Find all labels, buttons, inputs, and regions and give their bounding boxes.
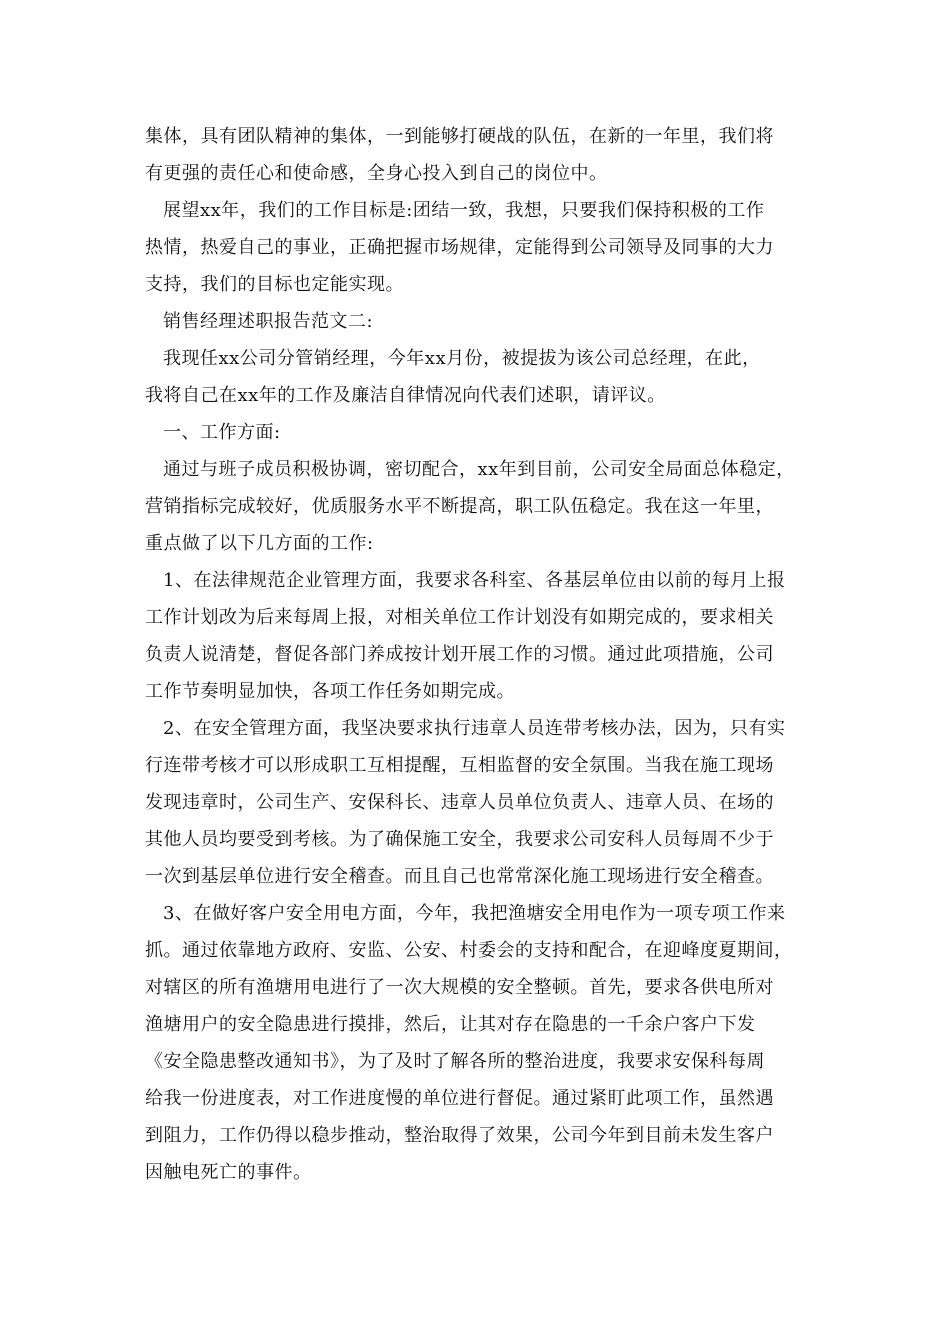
text-line: 行连带考核才可以形成职工互相提醒，互相监督的安全氛围。当我在施工现场 <box>145 755 774 776</box>
text-line: 一次到基层单位进行安全稽查。而且自己也常常深化施工现场进行安全稽查。 <box>145 866 774 887</box>
text-line: 其他人员均要受到考核。为了确保施工安全，我要求公司安科人员每周不少于 <box>145 829 774 850</box>
text-line: 我现任xx公司分管销经理，今年xx月份，被提拔为该公司总经理，在此， <box>163 348 761 369</box>
text-line: 工作计划改为后来每周上报，对相关单位工作计划没有如期完成的，要求相关 <box>145 607 774 628</box>
text-line: 抓。通过依靠地方政府、安监、公安、村委会的支持和配合，在迎峰度夏期间， <box>145 940 793 961</box>
document-body <box>145 118 825 1191</box>
text-line: 到阻力，工作仍得以稳步推动，整治取得了效果，公司今年到目前未发生客户 <box>145 1125 774 1146</box>
text-line: 营销指标完成较好，优质服务水平不断提高，职工队伍稳定。我在这一年里， <box>145 496 774 517</box>
text-line: 发现违章时，公司生产、安保科长、违章人员单位负责人、违章人员、在场的 <box>145 792 774 813</box>
text-line: 展望xx年，我们的工作目标是:团结一致，我想，只要我们保持积极的工作 <box>163 200 765 221</box>
text-line: 对辖区的所有渔塘用电进行了一次大规模的安全整顿。首先，要求各供电所对 <box>145 977 774 998</box>
text-line: 《安全隐患整改通知书》，为了及时了解各所的整治进度，我要求安保科每周 <box>145 1051 765 1072</box>
text-line: 重点做了以下几方面的工作: <box>145 533 374 554</box>
text-line: 给我一份进度表，对工作进度慢的单位进行督促。通过紧盯此项工作，虽然遇 <box>145 1088 774 1109</box>
text-line: 渔塘用户的安全隐患进行摸排，然后，让其对存在隐患的一千余户客户下发 <box>145 1014 756 1035</box>
text-line: 负责人说清楚，督促各部门养成按计划开展工作的习惯。通过此项措施，公司 <box>145 644 774 665</box>
text-line: 一、工作方面: <box>163 422 281 443</box>
text-line: 工作节奏明显加快，各项工作任务如期完成。 <box>145 681 515 702</box>
text-line: 集体，具有团队精神的集体，一到能够打硬战的队伍，在新的一年里，我们将 <box>145 126 774 147</box>
text-line: 1、在法律规范企业管理方面，我要求各科室、各基层单位由以前的每月上报 <box>163 570 786 591</box>
text-line: 3、在做好客户安全用电方面，今年，我把渔塘安全用电作为一项专项工作来 <box>163 903 786 924</box>
text-line: 通过与班子成员积极协调，密切配合，xx年到目前，公司安全局面总体稳定， <box>163 459 795 480</box>
text-line: 2、在安全管理方面，我坚决要求执行违章人员连带考核办法，因为，只有实 <box>163 718 786 739</box>
text-line: 因触电死亡的事件。 <box>145 1162 312 1183</box>
text-line: 热情，热爱自己的事业，正确把握市场规律，定能得到公司领导及同事的大力 <box>145 237 774 258</box>
text-line: 支持，我们的目标也定能实现。 <box>145 274 404 295</box>
text-line: 有更强的责任心和使命感，全身心投入到自己的岗位中。 <box>145 163 608 184</box>
text-line: 我将自己在xx年的工作及廉洁自律情况向代表们述职，请评议。 <box>145 385 666 406</box>
text-line: 销售经理述职报告范文二: <box>163 311 374 332</box>
